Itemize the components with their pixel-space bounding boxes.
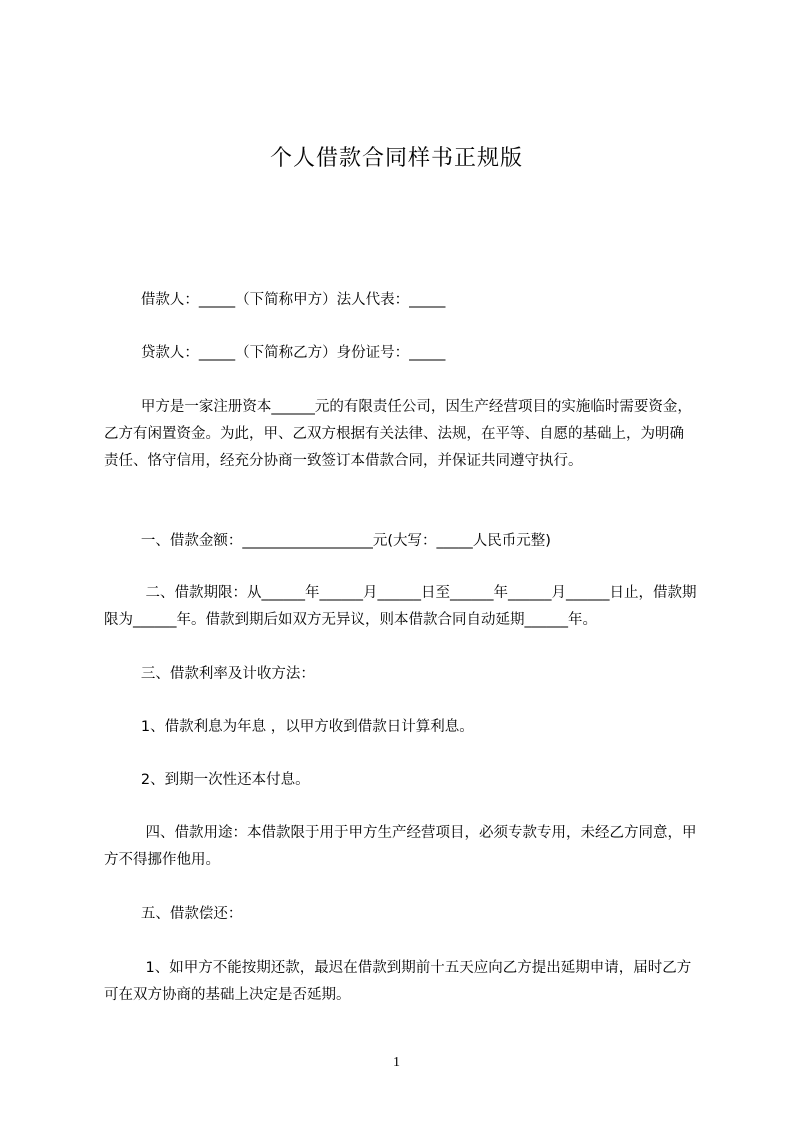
paragraph-repayment-heading: 五、借款偿还： [104, 906, 243, 922]
paragraph-interest-item-1: 1、借款利息为年息 ，以甲方收到借款日计算利息。 [104, 719, 474, 735]
paragraph-loan-term: 二、借款期限：从______年______月______日至______年______月______日止，借款期限为______年。借款到期后如双方无异议，则本借款合同自动延期______年。 [104, 585, 697, 628]
paragraph-interest-item-2: 2、到期一次性还本付息。 [104, 772, 310, 788]
paragraph-repayment-item-1: 1、如甲方不能按期还款，最迟在借款到期前十五天应向乙方提出延期申请，届时乙方可在双方协商的基础上决定是否延期。 [104, 960, 692, 1003]
paragraph-loan-purpose: 四、借款用途：本借款限于用于甲方生产经营项目，必须专款专用，未经乙方同意，甲方不得挪作他用。 [104, 825, 697, 868]
paragraph-loan-amount: 一、借款金额：__________________元(大写：_____人民币元整) [104, 533, 551, 549]
page-number: 1 [393, 1055, 400, 1070]
document-title: 个人借款合同样书正规版 [269, 146, 523, 171]
paragraph-borrower: 借款人：_____（下简称甲方）法人代表：_____ [104, 292, 446, 308]
paragraph-interest-heading: 三、借款利率及计收方法： [104, 666, 315, 682]
paragraph-lender: 贷款人：_____（下简称乙方）身份证号：_____ [104, 345, 446, 361]
paragraph-background: 甲方是一家注册资本______元的有限责任公司，因生产经营项目的实施临时需要资金，乙方有闲置资金。为此，甲、乙双方根据有关法律、法规，在平等、自愿的基础上，为明确责任、恪守信用，经充分协商一致签订本借款合同，并保证共同遵守执行。 [104, 399, 692, 469]
